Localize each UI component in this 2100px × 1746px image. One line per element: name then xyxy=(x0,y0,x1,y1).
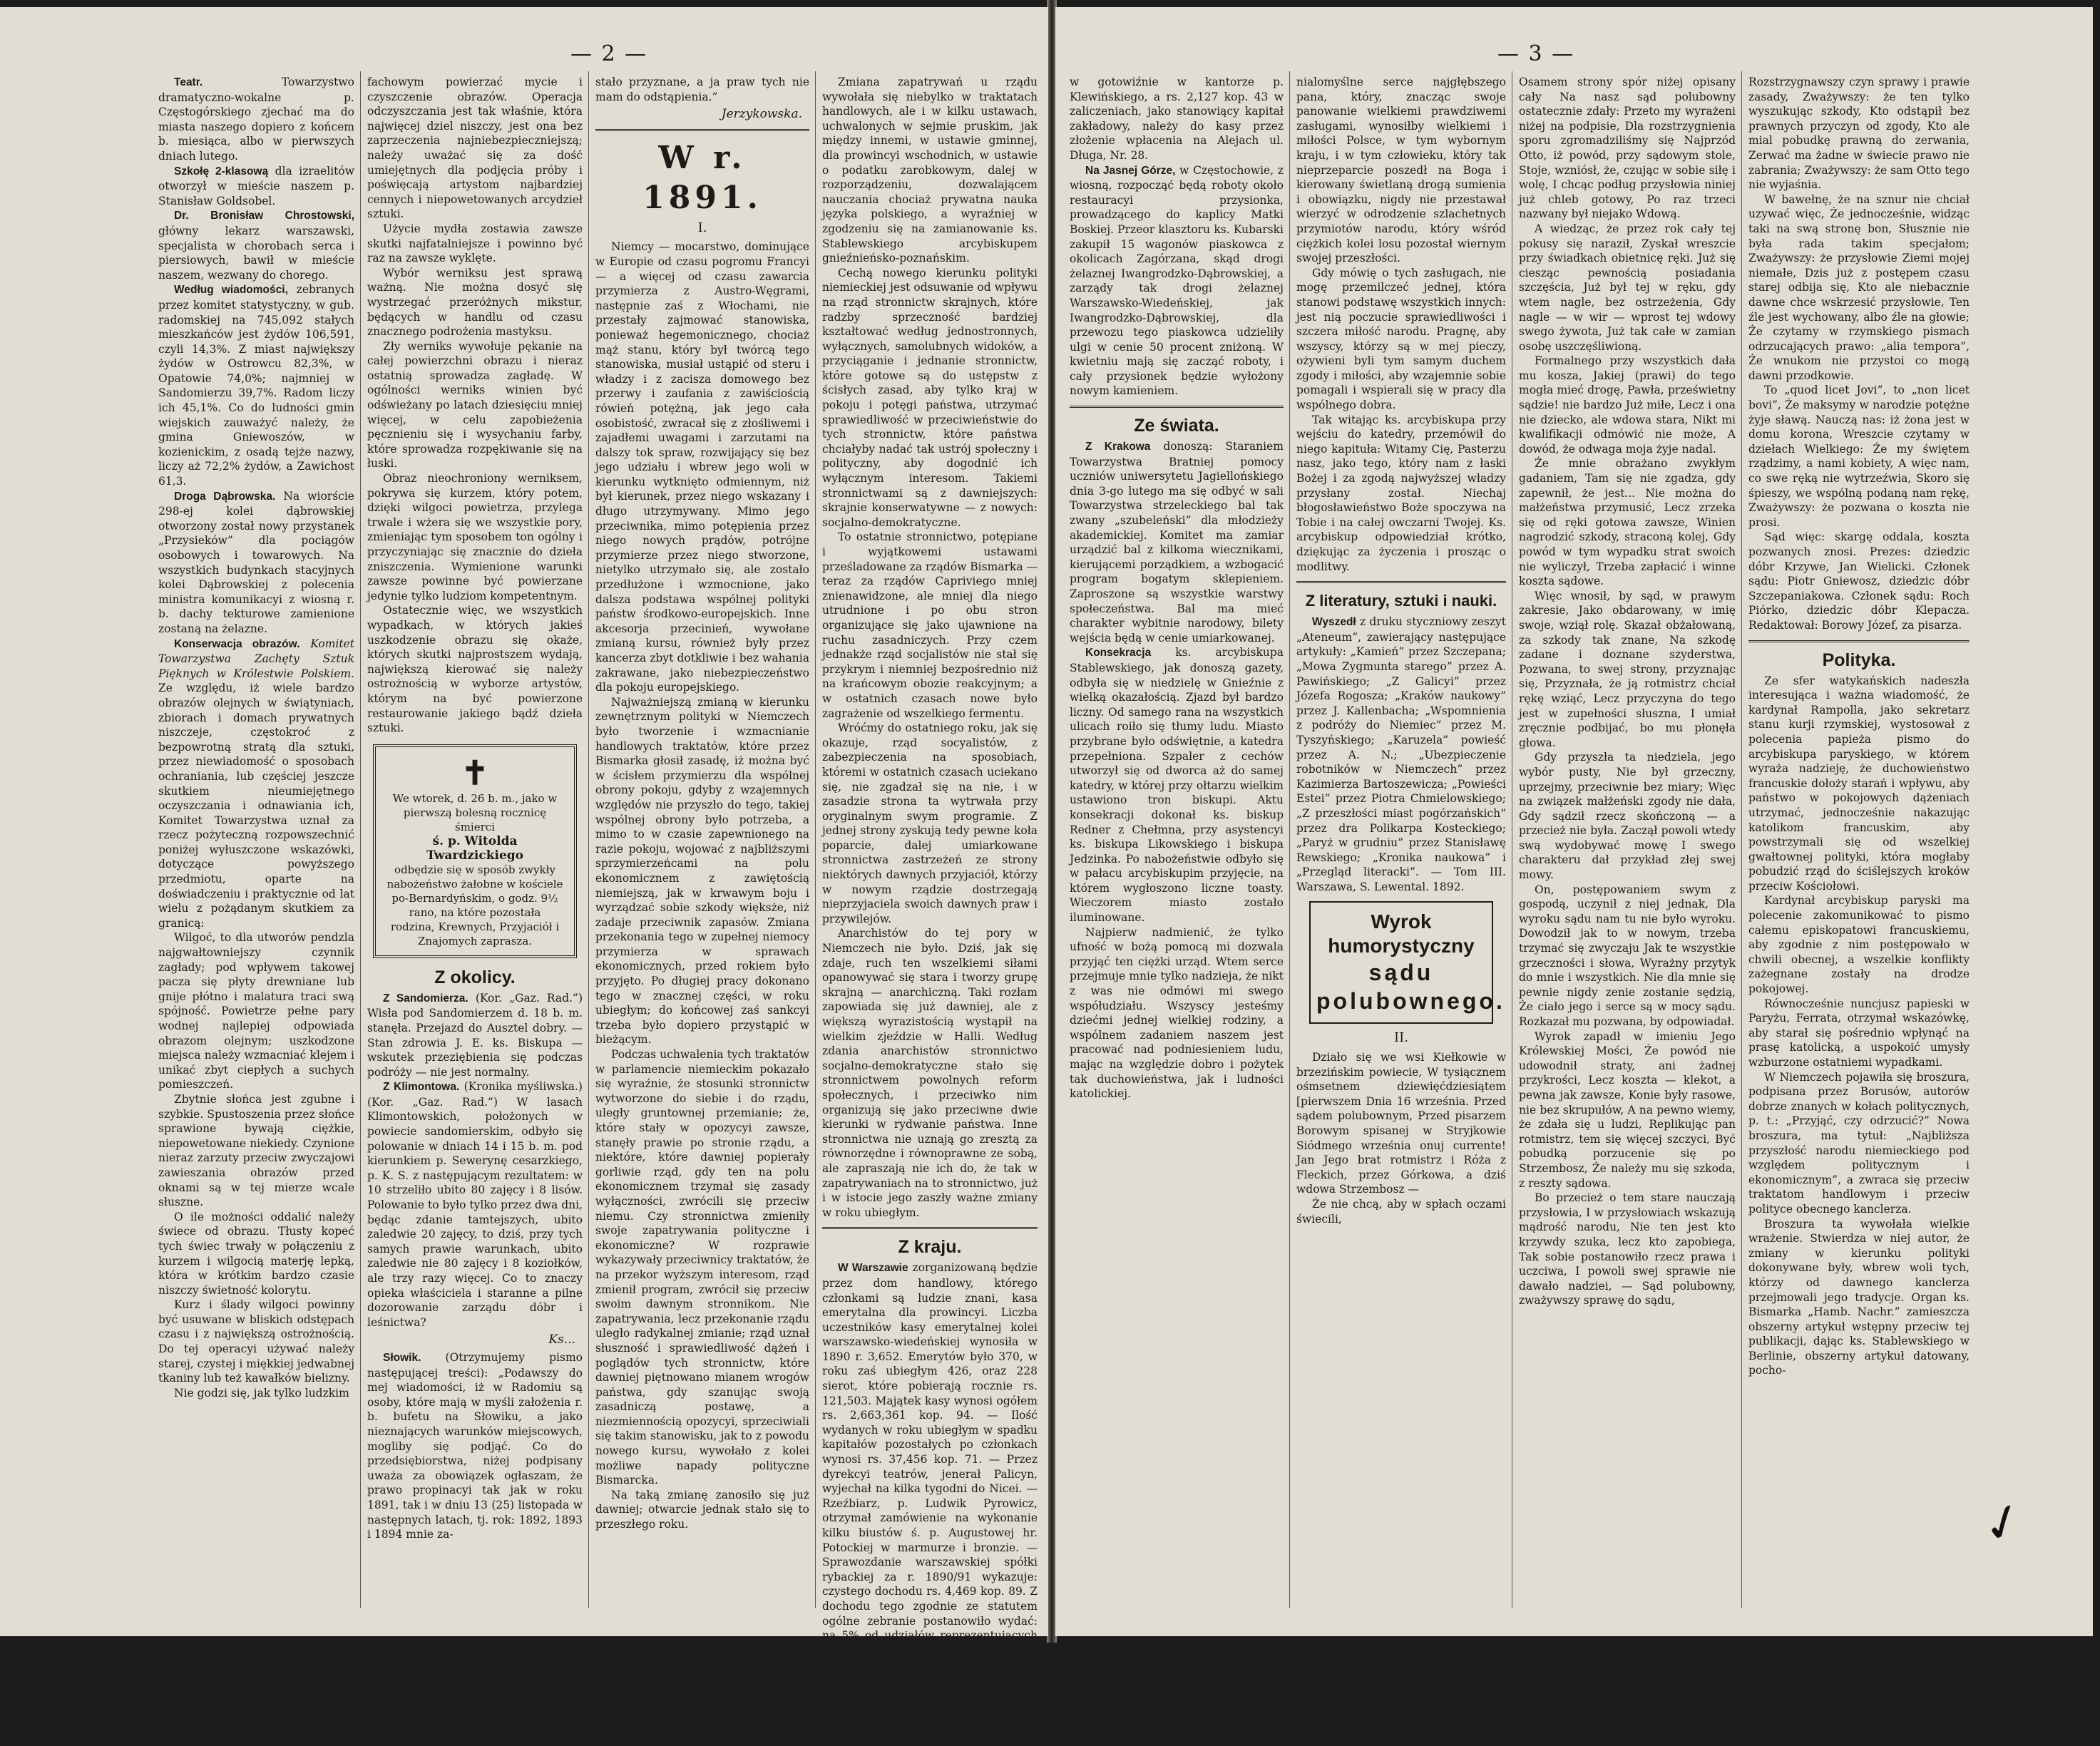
paragraph: Gdy przyszła ta niedziela, jego wybór pusty, Nie był grzeczny, uprzejmy, przeciwnie bez miary; Więc na związek małżeński zgody nie dała, Gdy sądził rzecz skończoną — a przecież nie była. Zaczął powoli wtedy swą wydobywać mowę I swego charakteru dał przykład złej swej mowy. xyxy=(1519,751,1736,882)
article-lead: Dr. Bronisław Chrostowski, xyxy=(174,210,354,222)
paragraph: Najważniejszą zmianą w kierunku zewnętrznym polityki w Niemczech było tworzenie i wzmacnianie handlowych traktatów, które przez Bismarka głosił zasadę, iż można być w ścisłem przymierzu dla wspólnej obrony pokoju, gdyby z wzajemnych względów nie przyszło do tego, takiej wspólnej obrony było potrzeba, a mimo to w czasie zapewnionego na razie pokoju, wojować z najbliższymi sprzymierzeńcami na polu ekonomicznem z zawiętością niemiejszą, jak w krwawym boju i wyrządzać sobie szkody więksże, niż zadaje przeciwnik zapasów. Zmiana przekonania tego w zupełnej niemocy przymierza w sprawach ekonomicznych, przed rokiem było przyjęto. Po długiej pracy dokonano tego w znacznej części, w roku ubiegłym; do końcowej zaś sankcyi trzeba było dopiero przystąpić w bieżącym. xyxy=(595,695,809,1047)
paragraph: Że nie chcą, aby w spłach oczami świecili, xyxy=(1296,1198,1506,1226)
article-wiadomosci xyxy=(158,282,354,488)
paragraph: Na taką zmianę zanosiło się już dawniej; otwarcie jednak stało się to przeszłego roku. xyxy=(595,1488,809,1531)
feature-title-line: Wyrok humorystyczny xyxy=(1328,910,1475,957)
article-konserwacja xyxy=(158,637,354,931)
article-lead: Słowik. xyxy=(383,1351,421,1364)
article-lead: Szkołę 2-klasową xyxy=(174,165,269,178)
column-rule xyxy=(1741,71,1742,1608)
paragraph: Zbytnie słońca jest zgubne i szybkie. Spustoszenia przez słońce sprawione bywają ciężkie, niepowetowane niekiedy. Czynione nieraz zarzuty przeciw zwyczajowi zawieszania obrazów przed oknami są w tej mierze wcale słuszne. xyxy=(158,1092,354,1209)
paragraph: W Niemczech pojawiła się broszura, podpisana przez Borusów, autorów dobrze znanych w kołach politycznych, p. t.: „Przyjąć, czy odrzucić?” Nowa broszura, ma tytuł: „Najbliższa przyszłość narodu niemieckiego pod względem politycznym i ekonomicznym”, a zwraca się przeciw traktatom handlowym i przeciw polityce obecnego kanclerza. xyxy=(1748,1070,1970,1216)
article-klimontow xyxy=(367,1079,583,1330)
article-krakow xyxy=(1070,439,1284,645)
article-jasna-gora xyxy=(1070,163,1284,399)
paragraph: Tak witając ks. arcybiskupa przy wejściu do katedry, przemówił do niego kapituła: Witamy Cię, Pasterzu nasz, jako tego, który nam z łaski Bożej i za zgodą najwyższej władzy przysłany został. Niechaj błogosławieństwo Boże spoczywa na Tobie i na całej owczarni Twojej. Ks. arcybiskup odpowiedział krótko, dziękując za życzenia i prosząc o modlitwy. xyxy=(1296,413,1506,573)
paragraph: Obraz nieochroniony werniksem, pokrywa się kurzem, który potem, dzięki wilgoci powietrza, przylega trwale i wżera się we wszystkie pory, zmieniając tym sposobem ton ogólny i przyczyniając się znacznie do dzieła zniszczenia. Wymienione warunki zawsze powinne być powierzane jedynie tylko ludziom kompetentnym. xyxy=(367,472,583,602)
right-page xyxy=(1055,7,2093,1636)
paragraph: Wróćmy do ostatniego roku, jak się okazuje, rząd socyalistów, z zabezpieczenia na sposobiach, któremi w ostatnich czasach uciekano się, nie zgadzał się na nie, i w zasadzie strona ta wytrwała przy oryginalnym swym programie. Z jednej strony zyskują tedy pewne koła poparcie, dalej umiarkowane stronnictwa zastrzeżeń ze strony niektórych dawnych przyjaciół, którzy w nowym rządzie dostrzegają nieprzyjaciela swoich dawnych praw i przywilejów. xyxy=(822,721,1038,925)
paragraph: Ostatecznie więc, we wszystkich wypadkach, w których jakieś uszkodzenie obrazu się okaże, których skutki najprostszem wydają, największą kierować się należy ostrożnością w wyborze artystów, którym na być powierzone restaurowanie jakiego bądź dzieła sztuki. xyxy=(367,604,583,735)
obituary-name: ś. p. Witolda Twardzickiego xyxy=(426,833,524,863)
paragraph: nialomyślne serce najgłębszego pana, który, znacząc swoje panowanie wielkiemi prawdziwemi zasługami, wynosiłby wielkiemi i miłości Polsce, w tym wybornym kraju, i w tym człowieku, który tak nieprzeparcie poszedł na Boga i kierowany świetlaną drogą sumienia i obowiązku, nigdy nie przestawał wierzyć w odrodzenie szlachetnych przymiotów narodu, który wśród ciężkich kolei losu pozostał wiernym swojej przeszłości. xyxy=(1296,76,1506,265)
paragraph: Osamem strony spór niżej opisany cały Na nasz sąd polubowny ostatecznie zdały: Przeto my wyrażeni niżej na podpisie, Dla rozstrzygnienia sporu zgromadziliśmy się Najprzód Otto, iż powód, przy sądowym stole, Stoje, wzniósł, że, czując w sobie siłę i wolę, I chcąc podług przysłowia niniej już chleb gotowy, Po raz trzeci nazwany był niejako Wdową. xyxy=(1519,76,1736,221)
column-rule xyxy=(1289,71,1290,1608)
left-page xyxy=(0,7,1048,1745)
article-lead: Z Krakowa xyxy=(1085,441,1151,453)
boxed-feature-title xyxy=(1309,901,1505,1024)
article-text: główny lekarz warszawski, specjalista w chorobach serca i piersiowych, bawił w mieście naszem, wezwany do chorego. xyxy=(158,224,354,282)
paragraph: To „quod licet Jovi”, to „non licet bovi”, Że maksymy w narodzie potężne żyje sławą. Nauczą nas: iż żona jest w domu korona, Wreszcie czytamy w dziełach Wielkiego: Że my świętem rządzimy, a nami kobiety, A więc nam, co swe ręką nie wytrzeźwia, Skoro się śpieszy, we wspólną podaną nam rękę, Zważywszy: że pozwana o koszta nie prosi. xyxy=(1748,384,1970,529)
paragraph: Wyrok zapadł w imieniu Jego Królewskiej Mości, Że powód nie udowodnił straty, ani żadnej przykrości, Lecz koszta — klekot, a pewna jak zawsze, Konie były rasowe, nie bez skrupułów, A na pewno wiemy, że zdała się u ludzi, Replikując pan rotmistrz, tem się więcej szczyci, Być pobudką porzucenie się po Strzembosz, Że należy mu się szkoda, z reszty sądowa. xyxy=(1519,1029,1736,1190)
article-lead: W Warszawie xyxy=(838,1262,908,1275)
paragraph: Najpierw nadmienić, że tylko ufność w bożą pomocą mi dozwala przyjąć ten ciężki urząd. Wtem serce przejmuje mnie tylko nadzieja, że nikt z was nie odmówi mi swego współudziału. Wszyscy jesteśmy dziećmi jednej wielkiej rodziny, a wspólnem zadaniem naszem jest pracować nad podniesieniem ludu, mając na względzie dobro i pożytek tak duchowieństwa, jak i ludności katolickiej. xyxy=(1070,925,1284,1101)
paragraph: fachowym powierzać mycie i czyszczenie obrazów. Operacja odczyszczania jest tak właśnie, która najwięcej dziel niszczy, jest ona bez zaprzeczenia najniebezpieczniejszą; należy uważać się za dość umiejętnych dla podjęcia próby i poświęcają artystom najbardziej cennych i niepowetowanych arcydzieł sztuki. xyxy=(367,76,583,221)
news-column-3 xyxy=(595,75,809,1615)
signature: Ks... xyxy=(548,1332,575,1347)
news-column-7 xyxy=(1519,75,1736,1615)
article-slowik xyxy=(367,1350,583,1542)
article-lead: Na Jasnej Górze, xyxy=(1085,164,1176,177)
paragraph: Użycie mydła zostawia zawsze skutki najfatalniejsze i powinno być raz na zawsze wyklęte. xyxy=(367,222,583,265)
article-lead: Wyszedł xyxy=(1312,616,1356,629)
article-text: z druku styczniowy zeszyt „Ateneum”, zawierający następujące artykuły: „Kamień” przez Szczepana; „Mowa Zygmunta starego” przez A. Pawińskiego; „Z Galicyi” przez Józefa Rogosza; „Kraków naukowy” przez J. Kallenbacha; „Wspomnienia z podróży do Niemiec” przez M. Tyszyńskiego; „Karuzela” powieść przez A. N.; „Ubezpieczenie robotników w Niemczech” przez Kazimierza Bartoszewicza; „Powieści Estei” przez Piotra Chmielowskiego; „Z przeszłości miast pogórzańskich” przez dra Polikarpa Kosteckiego; „Paryż w grudniu” przez Stanisławę Rewskiego; „Kronika naukowa” i „Przegląd literacki”. — Tom III. Warszawa, S. Lewental. 1892. xyxy=(1296,615,1506,893)
article-szkola xyxy=(158,164,354,209)
obituary-notice xyxy=(373,744,577,958)
paragraph: Zły werniks wywołuje pękanie na całej powierzchni obrazu i nieraz ostatnią sprowadza zagładę. W ogólności werniks winien być odświeżany po latach dziesięciu mniej więcej, w celu zapobieżenia pęcznieniu się i wysychaniu farby, które sprowadza rozpękiwanie się na łuski. xyxy=(367,339,583,471)
article-chrostowski xyxy=(158,208,354,282)
article-lead: Droga Dąbrowska. xyxy=(174,490,276,503)
paragraph: Wybór werniksu jest sprawą ważną. Nie można dosyć się wystrzegać przeróżnych mikstur, będących w handlu od czasu znacznego podrożenia mastyksu. xyxy=(367,266,583,339)
paragraph: Zmiana zapatrywań u rządu wywołała się niebylko w traktatach handlowych, ale i w kilku ustawach, uchwalonych w sejmie pruskim, jak między innemi, w ustawie gminnej, dla prowincyi wschodnich, w ustawie o podatku zarobkowym, dalej w rozporządzeniu, dozwalającem nauczania chociaż prywatna nauka języka polskiego, a wyraźniej w zgodzeniu się na zamianowanie ks. Stablewskiego arcybiskupem gnieźnieńsko-poznańskim. xyxy=(822,76,1038,265)
article-text: zebranych przez komitet statystyczny, w gub. radomskiej na 745,092 stałych mieszkańców jest żydów 106,591, czyli 14,3%. Z miast największy żydów w Ostrowcu 82,3%, w Opatowie 74,0%; najmniej w Sandomierzu 39,7%. Radom liczy ich 45,1%. Co do ludności gmin wiejskich zauważyć należy, że gmina Gniewoszów, w kozienickim, z osadą tejże nazwy, liczy aż 72,2% żydów, a Zawichost 61,3. xyxy=(158,283,354,488)
article-sandomierz xyxy=(367,991,583,1080)
paragraph: Równocześnie nuncjusz papieski w Paryżu, Ferrata, otrzymał wskazówkę, aby starał się pośrednio wpłynąć na prasę katolicką, a uspokoić umysły wzburzone ostatniemi wypadkami. xyxy=(1748,997,1970,1069)
article-text: (Kronika myśliwska.) (Kor. „Gaz. Rad.”) W lasach Klimontowskich, położonych w powiecie sandomierskim, odbyło się polowanie w dniach 14 i 15 b. m. pod kierunkiem p. Sewerynę cesarzkiego, p. K. S. z następującym rezultatem: w 10 strzeliło ubito 80 zajęcy i 8 lisów. Polowanie to było tylko przez dwa dni, będąc zdanie tamtejszych, ubito zaledwie 20 zajęcy, to dziś, przy tych samych prawie warunkach, ubito zaledwie nie 80 zajęcy i 8 koziołków, ale trzy razy więcej. Co to znaczy opieka właściciela i staranne a pilne dozorowanie zarządu dóbr i leśnictwa? xyxy=(367,1080,583,1329)
section-title: Z literatury, sztuki i nauki. xyxy=(1305,592,1497,610)
article-text: w Częstochowie, z wiosną, rozpocząć będą roboty około restauracyi przysionka, prowadzącego do kaplicy Matki Boskiej. Przeor klasztoru ks. Kubarski zakupił 15 wagonów piaskowca z okolicach Zagórzana, skąd drogi żelaznej Iwangrodzko-Dąbrowskiej, a zarządy tak drogi żelaznej Warszawsko-Wiedeńskiej, jak Iwangrodzko-Dąbrowskiej, dla przewozu tego piaskowca udzieliły ulgi w cenie 50 procent zniżoną. W kwietniu mają się zacząć roboty, i cały przysionek będzie wyłożony nowym kamieniem. xyxy=(1070,163,1284,398)
column-rule xyxy=(588,71,589,1608)
divider xyxy=(1748,640,1970,642)
article-lead: Według wiadomości, xyxy=(174,284,288,297)
paragraph: Kurz i ślady wilgoci powinny być usuwane w bliskich odstępach czasu i z największą ostrożnością. Do tej operacyi używać należy starej, czystej i miękkiej jedwabnej tkaniny lub też kawałków bielizny. xyxy=(158,1298,355,1385)
paragraph: Gdy mówię o tych zasługach, nie mogę przemilczeć jednej, która stanowi podstawę wszystkich innych: jest nią poczucie sprawiedliwości i szczera miłość narodu. Pragnę, aby wszyscy, którzy są w mej pieczy, ożywieni byli tym samym duchem zgody i miłości, aby wzajemnie sobie pomagali i wspierali się w pracy dla wspólnego dobra. xyxy=(1296,266,1506,412)
news-column-1 xyxy=(158,75,354,1615)
paragraph: Ze sfer watykańskich nadeszła interesująca i ważna wiadomość, że kardynał Rampolla, jako sekretarz stanu kurji rzymskiej, wystosował z polecenia papieża pismo do arcybiskupa paryskiego, w którem wyraża nadzieję, że duchowieństwo francuskie dołoży starań i wpływu, aby państwo w pokojowych dążeniach utrzymać, jednocześnie nakazując katolikom francuskim, aby powstrzymali się od wszelkiej gwałtownej polityki, która mogłaby pobudzić rząd do ściślejszych kroków przeciw Kościołowi. xyxy=(1748,674,1970,893)
news-column-5 xyxy=(1070,75,1284,1615)
article-text: donoszą: Staraniem Towarzystwa Bratniej pomocy uczniów uniwersytetu Jagiellońskiego dnia 3-go lutego ma się odbyć w sali Towarzystwa strzeleckiego bal tak zwany „szubeleński” dla młodzieży akademickiej. Komitet ma zamiar urządzić bal z kilkoma wiecznikami, kierującemi porządkiem, a wzbogacić program bogatym sklepieniem. Zaproszone są wszystkie warstwy społeczeństwa. Bal ma mieć charakter wybitnie narodowy, bilety wejścia będą w cenie umiarkowanej. xyxy=(1070,440,1284,645)
page-number: — 2 — xyxy=(570,41,648,66)
article-ateneum xyxy=(1296,615,1506,894)
paragraph: Bo przecież o tem stare nauczają przysłowia, I w przysłowiach wskazują mądrość narodu, Nie ten jest kto krzywdy szuka, lecz kto zapobiega, Tak sobie postanowiło rzecz prawa i uczciwa, I powoli swej sprawie nie dawało nadziei, — Sąd polubowny, zważywszy sprawę do sądu, xyxy=(1519,1191,1736,1308)
obituary-intro: We wtorek, d. 26 b. m., jako w pierwszą bolesną rocznicę śmierci xyxy=(392,791,558,833)
paragraph: On, postępowaniem swym z gospodą, uczynił z niej jednak, Dla wyroku sądu nam tu nie było wyroku. Dowodził jak to w nowym, trzeba trzymać się zwyczaju Jak te wszystkie grzeczności i słowa, Wyrażny przytyk do mnie i wszystkich. Nie dla mnie się pewnie nigdy zenie zostanie sędzią, Że ciało jego i serce są w mocy sądu. Rozkazał mu pozwana, by odpowiadał. xyxy=(1519,883,1736,1028)
feature-title: W r. 1891. xyxy=(642,139,762,216)
article-text: (Kor. „Gaz. Rad.”) Wisła pod Sandomierzem d. 18 b. m. stanęła. Przejazd do Ausztel dobry. — Stan zdrowia J. E. ks. Biskupa — wskutek przeziębienia się podczas podróży — nie jest normalny. xyxy=(367,991,583,1079)
article-text: Ze względu, iż wiele bardzo obrazów olejnych w świątyniach, zbiorach i domach prywatnych niszczeje, częstokroć z bezpowrotną stratą dla sztuki, przez niewiadomość o sposobach ochraniania, lub częściej jeszcze skutkiem nieumiejętnego oczyszczania i odnawiania ich, Komitet Towarzystwa uznał za rzecz pożyteczną rozpowszechnić poniżej wyłuszczone wskazówki, dotyczące powyższego przedmiotu, oparte na doświadczeniu i praktycznie od lat wielu z pożądanym skutkiem za granicą: xyxy=(158,682,354,930)
section-title: Z okolicy. xyxy=(434,967,516,987)
paragraph: stało przyznane, a ja praw tych nie mam do odstąpienia.” xyxy=(595,76,809,103)
article-text: Towarzystwo dramatyczno-wokalne p. Częstogórskiego zjechać ma do miasta naszego dopiero z końcem b. miesiąca, albo w pierwszych dniach lutego. xyxy=(158,76,354,163)
news-column-6 xyxy=(1296,75,1506,1615)
column-rule xyxy=(360,71,361,1608)
section-title: Z kraju. xyxy=(898,1237,962,1258)
news-column-2 xyxy=(367,75,583,1615)
divider xyxy=(822,1227,1038,1229)
paragraph: W bawełnę, że na sznur nie chciał uzywać więc, Że jednocześnie, widząc taki na swą stronę bon, Słusznie nie była rada takim specjałom; Zważywszy: że przysłowie Ziemi mojej niemałe, Dzis już z postępem czasu starej odbija się, Kto ale niebacznie dawne chce wskrzesić przysłowie, Ten źle jest wychowany, albo źle na głowie; Że czytamy w rzymskiego pismach odrzucających prawo: „alia tempora”, Że wnukom nie przystoi co mogą dawni przodkowie. xyxy=(1748,192,1970,382)
article-lead: Teatr. xyxy=(174,76,203,88)
feature-part-number: I. xyxy=(697,220,707,235)
article-text: Na wiorście 298-ej kolei dąbrowskiej otworzony został nowy przystanek „Przysieków” dla pociągów osobowych i towarowych. Na wszystkich budynkach stacyjnych kolei Dąbrowskiej z polecenia ministra komunikacyi z wiosną r. b. dachy tekturowe zamienione zostaną na żelazne. xyxy=(158,489,354,635)
paragraph: Więc wnosił, by sąd, w prawym zakresie, Jako obdarowany, w imię swoje, wziął rolę. Skazał obżałowaną, za szkody tak znane, Na szkodę zadane i doznane szyderstwa, Pozwana, to swej strony, przyznając się, Przyznała, że ją rotmistrz chciał rękę wziąć, Lecz przyczyna do tego jest w zupełności słuszna, I umiał zręcznie podbijać, bo mu płonęła głowa. xyxy=(1519,589,1736,749)
feature-part-number: II. xyxy=(1394,1030,1408,1046)
paragraph: Działo się we wsi Kiełkowie w brzezińskim powiecie, W tysiącznem ośmsetnem dziewięćdziesiątem [pierwszem Dnia 16 września. Przed sądem polubownym, Przed pisarzem Borowym spisanej w Stryjkowie Siódmego września onuj currente! Jan Jego brat rotmistrz i Róża z Fleckich, przez Górkowa, a dziś wdowa Strzembosz — xyxy=(1296,1051,1506,1196)
paragraph: Sąd więc: skargę oddala, koszta pozwanych znosi. Prezes: dziedzic dóbr Krzywe, Jan Wielicki. Członek sądu: Piotr Gniewosz, dziedzic dóbr Szczepaniakowa. Członek sądu: Roch Piórko, dziedzic dóbr Klepacza. Redaktował: Borowy Józef, za pisarza. xyxy=(1748,530,1970,632)
divider xyxy=(1296,581,1506,583)
feature-title-line: sądu polubownego. xyxy=(1316,960,1505,1015)
signature: Jerzykowska. xyxy=(721,107,802,122)
article-konsekracja xyxy=(1070,645,1284,925)
article-italic: Komitet Towarzystwa Zachęty Sztuk Pięknych w Królestwie Polskiem. xyxy=(158,637,354,680)
news-column-8 xyxy=(1748,75,1970,1615)
paragraph: Broszura ta wywołała wielkie wrażenie. Stwierdza w niej autor, że zmiany w kierunku polityki dokonywane były, wbrew woli tych, którzy od dawnego kanclerza przejmowali jego tradycje. Organ ks. Bismarka „Hamb. Nachr.” zamieszcza obszerny artykuł wstępny przeciw tej publikacji, dając ks. Stablewskiego w Berlinie, obszerny artykuł datowany, pocho- xyxy=(1748,1217,1970,1377)
article-text: zorganizowaną będzie przez dom handlowy, którego członkami są ludzie znani, kasa emerytalna dla prowincyi. Liczba uczestników kasy emerytalnej kolei warszawsko-wiedeńskiej wynosiła w 1890 r. 3,652. Emerytów było 370, w roku zaś ubiegłym 426, oraz 228 sierot, które pobierają rocznie rs. 121,503. Majątek kasy wynosi ogółem rs. 2,663,361 kop. 94. — Ilość wydanych w roku ubiegłym w spadku kapitałów pozostałych po członkach wynosi rs. 37,456 kop. 71. — Przez dyrekcyi teatrów, jenerał Palicyn, wyjechał na kilka tygodni do Nicei. — Rzeźbiarz, p. Ludwik Pyrowicz, otrzymał zamówienie na wykonanie kilku biustów ś. p. Augustowej hr. Potockiej w marmurze i bronzie. — Sprawozdanie warszawskiej spółki rybackiej za r. 1890/91 wykazuje: czystego dochodu rs. 4,469 kop. 89. Z dochodu tego zgodnie ze statutem ogólne zebranie postanowiło wydać: na 5% od udziałów reprezentujących sumę rs. 53,000, z reszty rs. 629 kop. 34 przeznaczono na rozwiązanie dalszego interesu; na przekroczenie swego kapitału zapasowego; na budowę rs. 35,000 — w. k. 69 kop. dodano; 6,088 kop. 27. Sumę tę, z której rs. 3,960 kop. 84, pozostaje xyxy=(822,1261,1038,1745)
obituary-body: odbędzie się w sposób zwykły nabożeństwo żałobne w kościele po-Bernardyńskim, o godz. 9½ rano, na które pozostała rodzina, Krewnych, Przyjaciół i Znajomych zaprasza. xyxy=(386,863,563,948)
article-droga xyxy=(158,489,354,637)
news-column-4 xyxy=(822,75,1038,1745)
article-lead: Konsekracja xyxy=(1085,647,1152,659)
divider xyxy=(595,129,809,131)
pen-mark-icon: ✓ xyxy=(1973,1488,2033,1558)
paragraph: A wiedząc, że przez rok cały tej pokusy się naraził, Zyskał wreszcie przy świadkach obietnicę ręki. Już się ciesząc pewnością posiadania szczęścia, Już był tej w ręku, gdy wtem nagle, bez ostrzeżenia, Gdy nagle — w wir — wprost tej wdowy swego żywota, Już tak całe w zamian osobę uszczęśliwioną. xyxy=(1519,222,1736,353)
article-lead: Konserwacja obrazów. xyxy=(174,637,300,650)
paragraph: Rozstrzygnawszy czyn sprawy i prawie zasady, Zważywszy: że ten tylko wyszukując szkody, Kto odstąpił bez prawnych przyczyn od zgody, Kto ale mial pobudkę prawną do zerwania, Zerwać ma żadne w świecie prawo nie zabrania; Zważywszy: że sam Otto tego nie wyjaśnia. xyxy=(1748,76,1970,192)
paragraph: Wilgoć, to dla utworów pendzla najgwałtowniejszy czynnik zagłady; pod wpływem takowej pacza się płyty drewniane lub gnije płótno i malatura traci swą spójność. Powietrze pełne pary wodnej najlepiej odpowiada obrazom olejnym; uszkodzone miejsca należy wzmacniać klejem i unikać zbyt ciepłych a suchych pomieszczeń. xyxy=(158,931,354,1092)
column-rule xyxy=(815,71,816,1608)
section-title: Ze świata. xyxy=(1134,416,1219,436)
article-text: ks. arcybiskupa Stablewskiego, jak donoszą gazety, odbyła się w niedzielę w Gnieźnie z wielką okazałością. Zjazd był bardzo liczny. Od samego rana na wszystkich ulicach roiło się tłumy ludu. Miasto przybrane było odświętnie, a katedra przepełniona. Szpaler z cechów utworzył się od dworca aż do samej katedry, w której przy ołtarzu wielkim ustawiono tron biskupi. Aktu konsekracji dokonał ks. biskup Redner z Chełmna, przy asystencyi ks. biskupa Likowskiego i biskupa Jedzinka. Po nabożeństwie odbyło się w pałacu arcybiskupim przyjęcie, na którem wygłoszono liczne toasty. Wieczorem miasto zostało iluminowane. xyxy=(1070,646,1284,925)
paragraph: Anarchistów do tej pory w Niemczech nie było. Dziś, jak się zdaje, ruch ten wszelkiemi siłami opanowywać się stara i tworzy grupę skrajną — anarchiczną. Taki rozłam zapowiada się już dawniej, ale z większą wyrazistością wystąpił na wielkim zjeździe w Halli. Według zdania anarchistów stronnictwo socjalno-demokratyczne stało się stronnictwem powolnych reform społecznych, i przeciwko nim organizują się jako przeciwne dwie kierunki w rydwanie państwa. Inne stronnictwa nie uznają go zresztą za równorzędne i równoprawne ze sobą, ale zapraszają nie ich do, że tak w zapatrywaniach na to stronnictwo, już i w istocie jego zaszły ważne zmiany w roku ubiegłym. xyxy=(822,927,1038,1219)
section-title: Polityka. xyxy=(1822,649,1896,670)
article-text: dla izraelitów otworzył w mieście naszem p. Stanisław Goldsobel. xyxy=(158,164,354,207)
paragraph: Formalnego przy wszystkich dała mu kosza, Jakiej (prawi) do tego mogła mieć drogę, Pawła, prześwietny sądzie! nie bardzo Już miłe, Lecz i ona nie dziecko, ale wdowa stara, Nikt mi kwalifikacji odmówić nie może, A dowód, że odwaga moja żyje nadal. xyxy=(1519,354,1736,456)
paragraph: w gotowiźnie w kantorze p. Klewińskiego, a rs. 2,127 kop. 43 w zaliczeniach, jako stanowiący kapitał zakładowy, należy do kasy przez złożenie wpłacenia na Alejach ul. Długa, Nr. 28. xyxy=(1070,76,1284,162)
divider xyxy=(1070,406,1284,408)
article-warszawa xyxy=(822,1260,1038,1746)
article-lead: Z Sandomierza. xyxy=(383,992,468,1005)
article-lead: Z Klimontowa. xyxy=(383,1081,460,1094)
paragraph: Podczas uchwalenia tych traktatów w parlamencie niemieckim pokazało się wyraźnie, że stosunki stronnictw wytworzone do siebie i do rządu, uległy gruntownej przemianie; że, które stały w opozycyi zawsze, stanęły prawie po stronie rządu, a niektóre, które dawniej popierały gorliwie rząd, gdy ten na polu ekonomicznem trzymał się zasady wyłączności, zwrócili się przeciw niemu. Czy stronnictwa zmieniły swoje zapatrywania polityczne i ekonomiczne? W rozprawie wykazywały przeciwnicy traktatów, że na przekor wyższym interesom, rząd zmienił program, zwrócił się przeciw swoim dawnym stronnikom. Nie zapatrywania, lecz przekonanie rządu uległo radykalnej zmianie; rząd uznał słuszność i sprawiedliwość dążeń i poglądów tych stronnictw, które dawniej piętnowano mianem wrogów państwa, gdy szanując swoją zasadniczą postawę, a niezmiennością opozycyi, sprzeciwiali się takim stanowisku, jak to z powodu nowego kursu, wywołało z kolei możliwe napady polityczne Bismarcka. xyxy=(595,1048,809,1487)
cross-icon: ✝ xyxy=(461,753,489,792)
paragraph: Niemcy — mocarstwo, dominujące w Europie od czasu pogromu Francyi — a więcej od czasu zawarcia przymierza z Austro-Węgrami, następnie zaś z Włochami, nie przestały zajmować stanowiska, ponieważ hegemonicznego, chociaż mąż stanu, który był twórcą tego stanowiska, musiał ustąpić od steru i władzy i z zacisza domowego bez przerwy i zaufania z zawiściością rówień potężną, jak jego cała osobistość, zwracał się z złośliwemi i zajadłemi uwagami i zarzutami na dalszy tok spraw, rozwijający się bez jego udziału i wbrew jego woli w kierunku wytknięto odmiennym, niż był kierunek, przez niego wskazany i długo utrzymywany. Mimo jego przeciwnika, mimo potępienia przez niego nowych prądów, potrójne przymierze przez niego stworzone, nietylko utrzymało się, ale zostało przedłużone i wzmocnione, jako dalsza podstawa wspólnej polityki państw środkowo-europejskich. Inne akcesorja przecinień, wywołane zmianą kursu, również były przez kancerza zbyt dotkliwie i bez wahania zakrawane, jako niebezpieczeństwo dla pokoju europejskiego. xyxy=(595,240,809,694)
article-teatr xyxy=(158,75,354,164)
article-text: (Otrzymujemy pismo następującej treści): „Podawszy do mej wiadomości, iż w Radomiu są osoby, które mają w myśli założenia r. b. bufetu na Słowiku, a jako nieznających warunków miejscowych, mogliby się podjąć. Co do przedsiębiorstwa, niżej podpisany uważa za obowiązek ogłaszam, że prawo propinacyi tak jak w roku 1891, tak i w dniu 13 (25) listopada w następnych latach, tj. rok: 1892, 1893 i 1894 mnie za- xyxy=(367,1350,583,1541)
paragraph: Nie godzi się, jak tylko ludzkim xyxy=(174,1386,349,1400)
paragraph: Że mnie obrażano zwykłym gadaniem, Tam się nie zgadza, gdy zapewnił, że jest... Nie można do małżeństwa przymusić, Lecz zrzeka się od ręki gotowa zawsze, Winien nagrodzić szkody, straconą kolej, Gdy powód w tym wypadku strat swoich nie wyliczył, Trzeba zapłacić i winne koszta sądowe. xyxy=(1519,457,1736,588)
paragraph: Kardynał arcybiskup paryski ma polecenie zakomunikować to pismo całemu episkopatowi francuskiemu, aby zgodnie z nim postępowało w chwili obecnej, a wszelkie konflikty zażegnane zostały na drodze pokojowej. xyxy=(1748,894,1970,996)
page-number: — 3 — xyxy=(1497,41,1575,66)
paragraph: To ostatnie stronnictwo, potępiane i wyjątkowemi ustawami prześladowane za rządów Bismarka — teraz za rządów Capriviego mniej znienawidzone, ale mniej dla niego utrudnione i po obu stron organizujące się jako ujawnione na ruchu zasadniczych. Przy czem jednakże rząd socjalistów nie stał się przykrym i niemniej bezpośrednio niż na krańcowym obozie reakcyjnym; a w ostatnich czasach nowe było zagrażenie od wszelkiego fermentu. xyxy=(822,530,1038,720)
paragraph: O ile możności oddalić należy świece od obrazu. Tłusty kopeć tych świec trwały w połączeniu z kurzem i wilgocią materję lepką, która w krótkim bardzo czasie niszczy świetność kolorytu. xyxy=(158,1210,354,1297)
paragraph: Cechą nowego kierunku polityki niemieckiej jest odsuwanie od wpływu na rząd stronnictw skrajnych, które radzby sprzeczność bardziej kształtować według jednostronnych, wyłącznych, samolubnych widoków, a przyciąganie i jednanie stronnictw, które gotowe są do ustępstw z ścisłych zasad, aby tylko kraj w pokoju i potęgi państwa, utrzymać sprawiedliwość w przeciwieństwie do tych stronnictw, które państwa chciałyby nadać tak ustrój społeczny i polityczny, aby dogodnić ich wyłącznym interesom. Takiemi stronnictwami są z dawniejszych: skrajnie konserwatywne — z nowych: socjalno-demokratyczne. xyxy=(822,266,1038,529)
